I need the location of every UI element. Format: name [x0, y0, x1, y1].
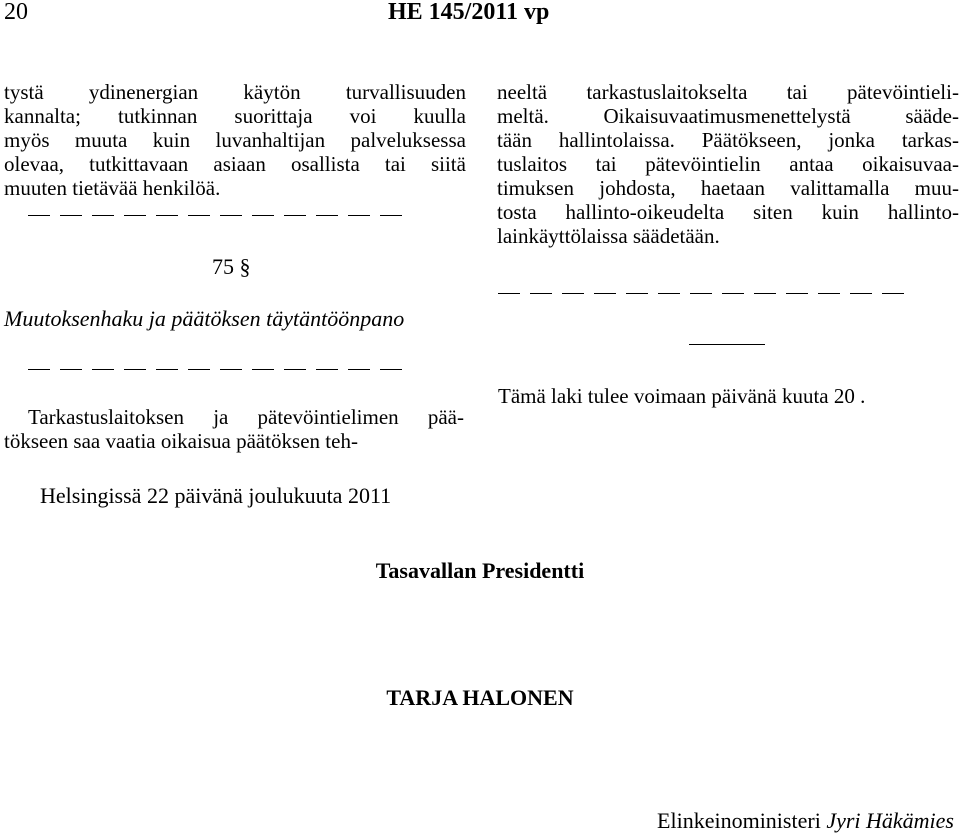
- word: osallista: [290, 152, 360, 176]
- word: tai: [786, 80, 808, 104]
- text-line: [4, 104, 466, 128]
- text-line-last: lainkäyttölaissa säädetään.: [497, 224, 720, 248]
- word: olevaa,: [4, 152, 65, 176]
- effective-clause: Tämä laki tulee voimaan päivänä kuuta 20 .: [498, 384, 866, 408]
- word: johdosta,: [599, 176, 676, 200]
- end-rule: [689, 344, 765, 345]
- word: tosta: [497, 200, 537, 224]
- word: myös: [4, 128, 50, 152]
- word: kuulla: [413, 104, 466, 128]
- word: voi: [349, 104, 377, 128]
- word: suorittaja: [234, 104, 313, 128]
- word: kuin: [821, 200, 859, 224]
- word: Tarkastuslaitoksen: [28, 405, 184, 429]
- omission-dashes: [498, 293, 904, 295]
- section-number: 75 §: [212, 254, 251, 279]
- word: pätevöintielin: [645, 152, 761, 176]
- text-line: [28, 405, 464, 429]
- president-title: Tasavallan Presidentti: [375, 558, 585, 583]
- word: siten: [753, 200, 793, 224]
- word: kannalta;: [4, 104, 81, 128]
- word: oikaisuvaa-: [862, 152, 959, 176]
- omission-dashes: [28, 369, 402, 371]
- president-name: TARJA HALONEN: [386, 685, 574, 710]
- text-line-last: muuten tietävää henkilöä.: [4, 176, 221, 200]
- text-line: [4, 152, 466, 176]
- left-column: [4, 80, 466, 200]
- omission-dashes: [28, 215, 402, 217]
- text-line: [497, 152, 959, 176]
- word: neeltä: [497, 80, 548, 104]
- text-line: [497, 200, 959, 224]
- word: muu-: [914, 176, 959, 200]
- word: tarkas-: [901, 128, 959, 152]
- minister-name: Jyri Häkämies: [826, 808, 954, 833]
- word: jonka: [828, 128, 875, 152]
- word: hallintolaissa.: [558, 128, 675, 152]
- word: ydinenergian: [88, 80, 199, 104]
- word: timuksen: [497, 176, 574, 200]
- word: haetaan: [700, 176, 766, 200]
- word: pätevöintieli-: [847, 80, 959, 104]
- word: ja: [213, 405, 229, 429]
- word: tai: [384, 152, 406, 176]
- word: asiaan: [213, 152, 266, 176]
- word: muuta: [74, 128, 128, 152]
- text-line: [497, 128, 959, 152]
- minister-signature: [657, 808, 954, 834]
- word: pätevöintielimen: [257, 405, 399, 429]
- word: meltä.: [497, 104, 549, 128]
- text-line: [497, 176, 959, 200]
- word: hallinto-: [887, 200, 959, 224]
- word: tai: [595, 152, 617, 176]
- word: sääde-: [905, 104, 959, 128]
- text-line: [497, 80, 959, 104]
- minister-title: Elinkeinoministeri: [657, 808, 821, 833]
- word: palveluksessa: [350, 128, 466, 152]
- word: tutkinnan: [118, 104, 198, 128]
- text-line: tökseen saa vaatia oikaisua päätöksen teh-: [4, 429, 358, 453]
- word: tarkastuslaitokselta: [586, 80, 748, 104]
- right-column: [497, 80, 959, 248]
- word: hallinto-oikeudelta: [565, 200, 725, 224]
- word: käytön: [243, 80, 301, 104]
- text-line: [497, 104, 959, 128]
- word: antaa: [789, 152, 834, 176]
- page-number: 20: [4, 0, 28, 25]
- word: tystä: [4, 80, 44, 104]
- word: valittamalla: [790, 176, 890, 200]
- word: Päätökseen,: [701, 128, 802, 152]
- word: tutkittavaan: [89, 152, 189, 176]
- word: pää-: [427, 405, 464, 429]
- text-line: [4, 128, 466, 152]
- word: luvanhaltijan: [215, 128, 326, 152]
- left-paragraph: [4, 405, 464, 453]
- word: tuslaitos: [497, 152, 568, 176]
- word: kuin: [152, 128, 191, 152]
- document-id: HE 145/2011 vp: [388, 0, 550, 25]
- place-date: Helsingissä 22 päivänä joulukuuta 2011: [40, 483, 392, 508]
- text-line: [4, 80, 466, 104]
- section-title: Muutoksenhaku ja päätöksen täytäntöönpano: [4, 306, 405, 331]
- word: tään: [497, 128, 532, 152]
- word: siitä: [430, 152, 466, 176]
- word: Oikaisuvaatimusmenettelystä: [603, 104, 851, 128]
- word: turvallisuuden: [345, 80, 466, 104]
